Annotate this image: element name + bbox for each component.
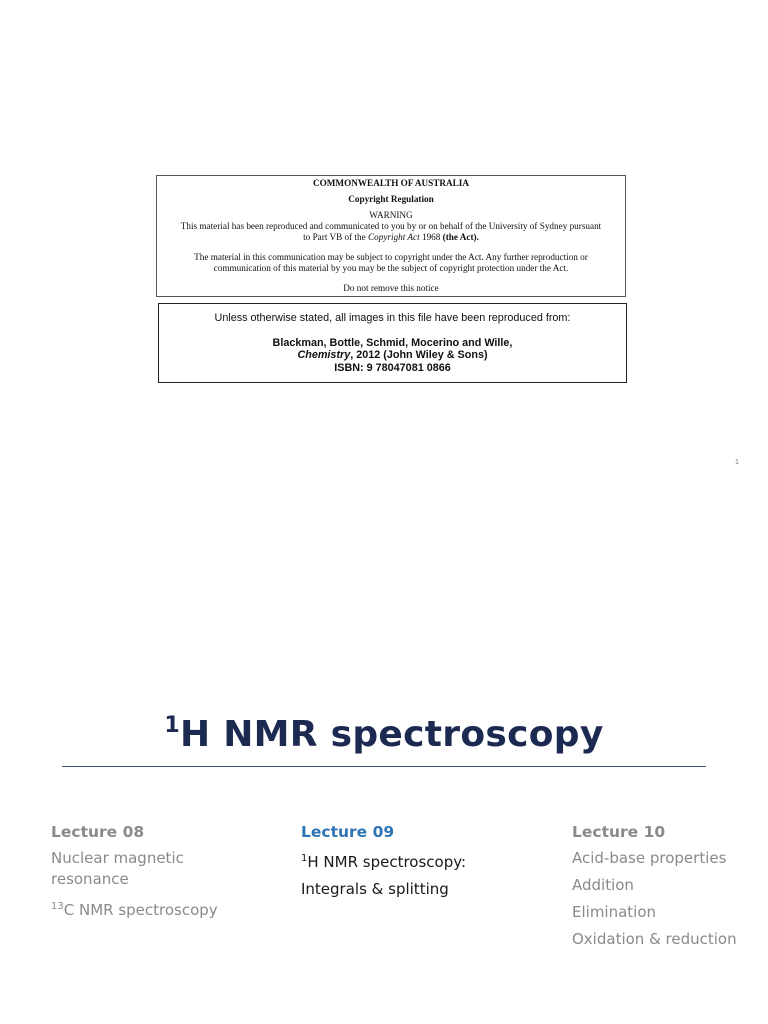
lecture-heading: Lecture 09 (301, 823, 395, 841)
credit-intro: Unless otherwise stated, all images in this file have been reproduced from: (214, 312, 571, 324)
lecture-column-08 (51, 823, 261, 927)
credit-isbn: ISBN: 9 78047081 0866 (334, 361, 451, 374)
copyright-notice-box (156, 175, 626, 297)
copyright-notice: Do not remove this notice (343, 283, 439, 293)
copyright-para2-line-1: The material in this communication may be subject to copyright under the Act. Any further reproduction or (194, 252, 588, 262)
title-divider (62, 766, 706, 767)
lecture-topic: Integrals & splitting (301, 880, 449, 898)
copyright-line-1: This material has been reproduced and communicated to you by or on behalf of the University of Sydney pursuant (180, 221, 602, 231)
page-number: 1 (735, 459, 739, 466)
lecture-topic: Addition (572, 876, 634, 894)
copyright-heading: COMMONWEALTH OF AUSTRALIA (312, 178, 470, 188)
copyright-subheading: Copyright Regulation (348, 194, 434, 204)
credit-book: Chemistry, 2012 (John Wiley & Sons) (297, 349, 488, 361)
lecture-topic: Acid-base properties (572, 849, 727, 867)
lecture-column-10 (572, 823, 768, 956)
lecture-topic: Elimination (572, 903, 657, 921)
copyright-line-2: to Part VB of the Copyright Act 1968 (the Act). (303, 232, 479, 242)
lecture-topic: Oxidation & reduction (572, 930, 737, 948)
image-credit-box (158, 303, 627, 383)
lecture-topic: $^{13}$C NMR spectroscopy (51, 901, 218, 919)
copyright-para2-line-2: communication of this material by you may be the subject of copyright protection under the Act. (213, 263, 569, 273)
credit-authors: Blackman, Bottle, Schmid, Mocerino and Wille, (272, 336, 513, 349)
slide-title: $^1$H NMR spectroscopy (164, 713, 604, 755)
lecture-heading: Lecture 08 (51, 823, 145, 841)
lecture-topic: $^1$H NMR spectroscopy: (301, 853, 467, 871)
copyright-warning: WARNING (369, 210, 413, 220)
lecture-topic: Nuclear magnetic resonance (51, 849, 184, 888)
lecture-heading: Lecture 10 (572, 823, 666, 841)
lecture-column-09 (301, 823, 511, 906)
